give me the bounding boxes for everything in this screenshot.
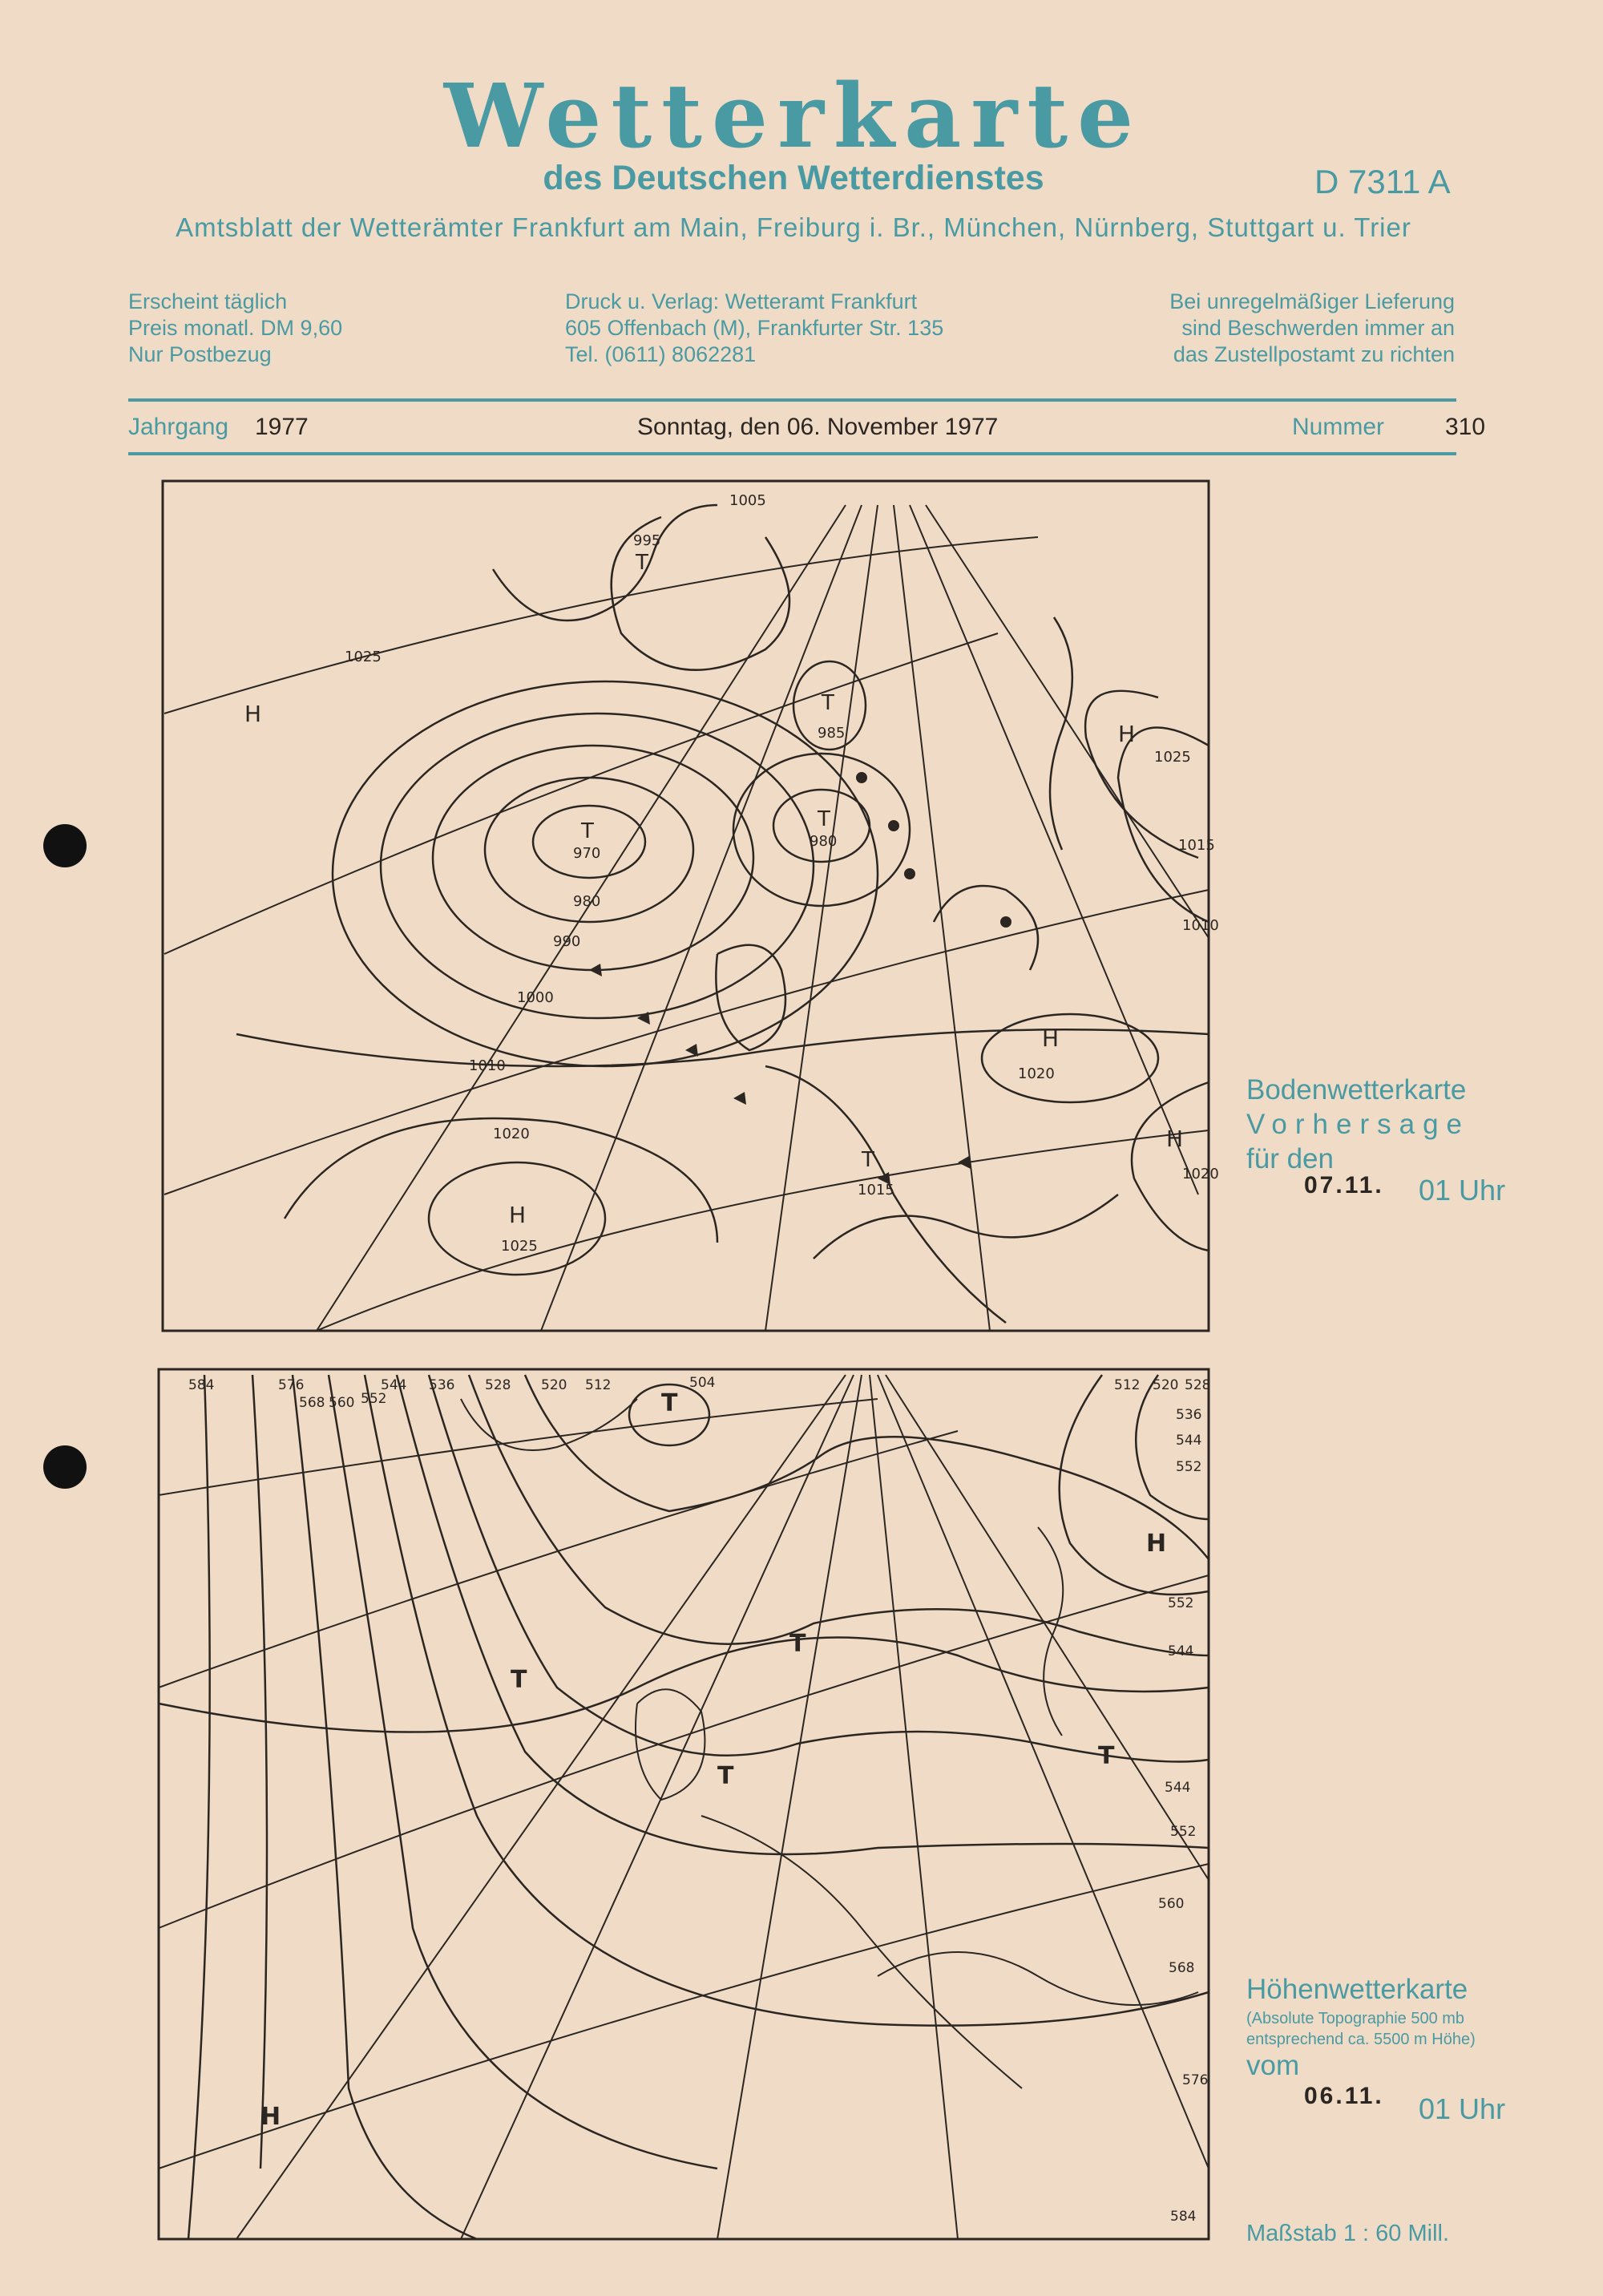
masthead-title: Wetterkarte (443, 64, 1144, 168)
pressure-value: 1020 (1018, 1065, 1055, 1082)
map-border (159, 1369, 1209, 2239)
contour-label: 536 (429, 1377, 455, 1393)
contour-label: 568 (299, 1395, 325, 1411)
delivery-info (1142, 289, 1455, 368)
contour-label: 544 (1176, 1433, 1202, 1449)
low-center-label: T (661, 1389, 678, 1417)
low-center-label: T (511, 1666, 527, 1694)
high-center-label: H (1118, 721, 1136, 747)
isobar-label: 1010 (1182, 917, 1219, 934)
info-line: das Zustellpostamt zu richten (1173, 342, 1455, 366)
forecast-date: 07.11. (1304, 1172, 1384, 1199)
isobar-label: 1005 (729, 492, 766, 509)
isobar-label: 990 (553, 933, 581, 950)
info-line: sind Beschwerden immer an (1181, 316, 1455, 340)
info-line: Erscheint täglich (128, 289, 288, 313)
upper-centers (260, 1389, 1166, 2131)
punch-hole (43, 1445, 87, 1489)
info-line: Tel. (0611) 8062281 (565, 342, 757, 366)
punch-hole (43, 824, 87, 867)
pressure-value: 980 (810, 833, 838, 850)
analysis-date: 06.11. (1304, 2083, 1384, 2109)
pressure-value: 1020 (1182, 1166, 1219, 1182)
contour-top-labels (188, 1375, 1210, 1411)
low-center-label: T (789, 1630, 806, 1658)
low-center-label: T (581, 819, 594, 843)
isobar-labels (345, 492, 1219, 1142)
subcaption-line: entsprechend ca. 5500 m Höhe) (1246, 2031, 1476, 2048)
meridian-grid (164, 505, 1209, 1331)
info-line: Preis monatl. DM 9,60 (128, 316, 343, 340)
pressure-value: 1025 (1154, 749, 1191, 766)
meridian-grid (159, 1375, 1209, 2239)
contour-label: 560 (329, 1395, 355, 1411)
surface-weather-map (156, 473, 1219, 1335)
info-line: Druck u. Verlag: Wetteramt Frankfurt (565, 289, 918, 313)
contour-label: 544 (1165, 1780, 1191, 1796)
low-center-label: T (818, 807, 830, 831)
isobar-label: 980 (573, 893, 601, 910)
upper-map-caption: Höhenwetterkarte (1246, 1974, 1468, 2005)
nummer-value: 310 (1445, 414, 1486, 440)
low-center-label: T (862, 1148, 874, 1172)
nummer-label: Nummer (1292, 414, 1385, 440)
contour-label: 528 (485, 1377, 511, 1393)
high-center-label: H (509, 1202, 527, 1228)
map-scale: Maßstab 1 : 60 Mill. (1246, 2221, 1450, 2246)
caption-line: Bodenwetterkarte (1246, 1074, 1467, 1106)
pressure-value: 970 (573, 845, 601, 862)
pressure-value: 1015 (858, 1182, 894, 1199)
contour-label: 552 (1168, 1595, 1194, 1611)
coastlines (493, 505, 1118, 1323)
low-center-label: T (822, 691, 834, 715)
map-border (163, 481, 1209, 1331)
masthead-subtitle: des Deutschen Wetterdienstes (543, 159, 1044, 197)
analysis-time: 01 Uhr (1419, 2092, 1506, 2125)
vom-label: vom (1246, 2050, 1300, 2081)
low-center-label: T (636, 551, 648, 575)
isobars (236, 517, 1209, 1275)
amtsblatt-line: Amtsblatt der Wetterämter Frankfurt am Main, Freiburg i. Br., München, Nürnberg, Stuttgart u. Trier (176, 212, 1411, 242)
high-center-label: H (1166, 1126, 1184, 1152)
contour-label: 584 (188, 1377, 215, 1393)
forecast-time: 01 Uhr (1419, 1174, 1506, 1207)
contour-label: 544 (381, 1377, 407, 1393)
contour-label: 536 (1176, 1407, 1202, 1423)
isobar-label: 1025 (345, 649, 382, 665)
divider (128, 398, 1456, 402)
contour-label: 552 (1170, 1824, 1197, 1840)
publisher-info (565, 289, 943, 368)
upper-map-subcaption (1246, 2008, 1476, 2050)
jahrgang-value: 1977 (255, 414, 309, 440)
info-line: Nur Postbezug (128, 342, 272, 366)
contour-label: 520 (1153, 1377, 1179, 1393)
contour-label: 512 (585, 1377, 612, 1393)
pressure-value: 1025 (501, 1238, 538, 1255)
contour-label: 528 (1185, 1377, 1211, 1393)
high-center-label: H (260, 2103, 281, 2131)
contour-label: 560 (1158, 1896, 1185, 1912)
caption-line: Vorhersage (1246, 1109, 1471, 1140)
pressure-value: 995 (633, 532, 661, 549)
low-center-label: T (717, 1762, 734, 1790)
info-line: 605 Offenbach (M), Frankfurter Str. 135 (565, 316, 944, 340)
contour-label: 512 (1114, 1377, 1141, 1393)
contour-label: 576 (278, 1377, 305, 1393)
contour-label: 520 (541, 1377, 567, 1393)
isobar-label: 1015 (1178, 837, 1215, 854)
isobar-label: 1000 (517, 989, 554, 1006)
contour-label: 584 (1170, 2209, 1197, 2225)
pressure-value: 985 (818, 725, 846, 742)
surface-map-caption (1246, 1073, 1470, 1176)
subcaption-line: (Absolute Topographie 500 mb (1246, 2010, 1465, 2027)
contour-label: 504 (689, 1375, 716, 1391)
high-center-label: H (1042, 1025, 1060, 1052)
low-center-label: T (1098, 1742, 1115, 1770)
jahrgang-label: Jahrgang (128, 414, 229, 440)
upper-air-map (156, 1367, 1214, 2245)
issue-date: Sonntag, den 06. November 1977 (637, 414, 999, 440)
isobar-label: 1010 (469, 1057, 506, 1074)
info-line: Bei unregelmäßiger Lieferung (1169, 289, 1455, 313)
height-contours (159, 1375, 1209, 2239)
contour-label: 544 (1168, 1643, 1194, 1659)
high-center-label: H (244, 701, 262, 727)
divider (128, 452, 1456, 455)
issn-code: D 7311 A (1314, 163, 1451, 200)
caption-line: für den (1246, 1143, 1334, 1174)
contour-label: 552 (1176, 1459, 1202, 1475)
publication-info (128, 289, 342, 368)
coastlines (461, 1399, 1198, 2088)
contour-label: 552 (361, 1391, 387, 1407)
contour-label: 568 (1169, 1960, 1195, 1976)
isobar-label: 1020 (493, 1126, 530, 1142)
high-center-label: H (1146, 1530, 1167, 1558)
contour-label: 576 (1182, 2072, 1209, 2088)
